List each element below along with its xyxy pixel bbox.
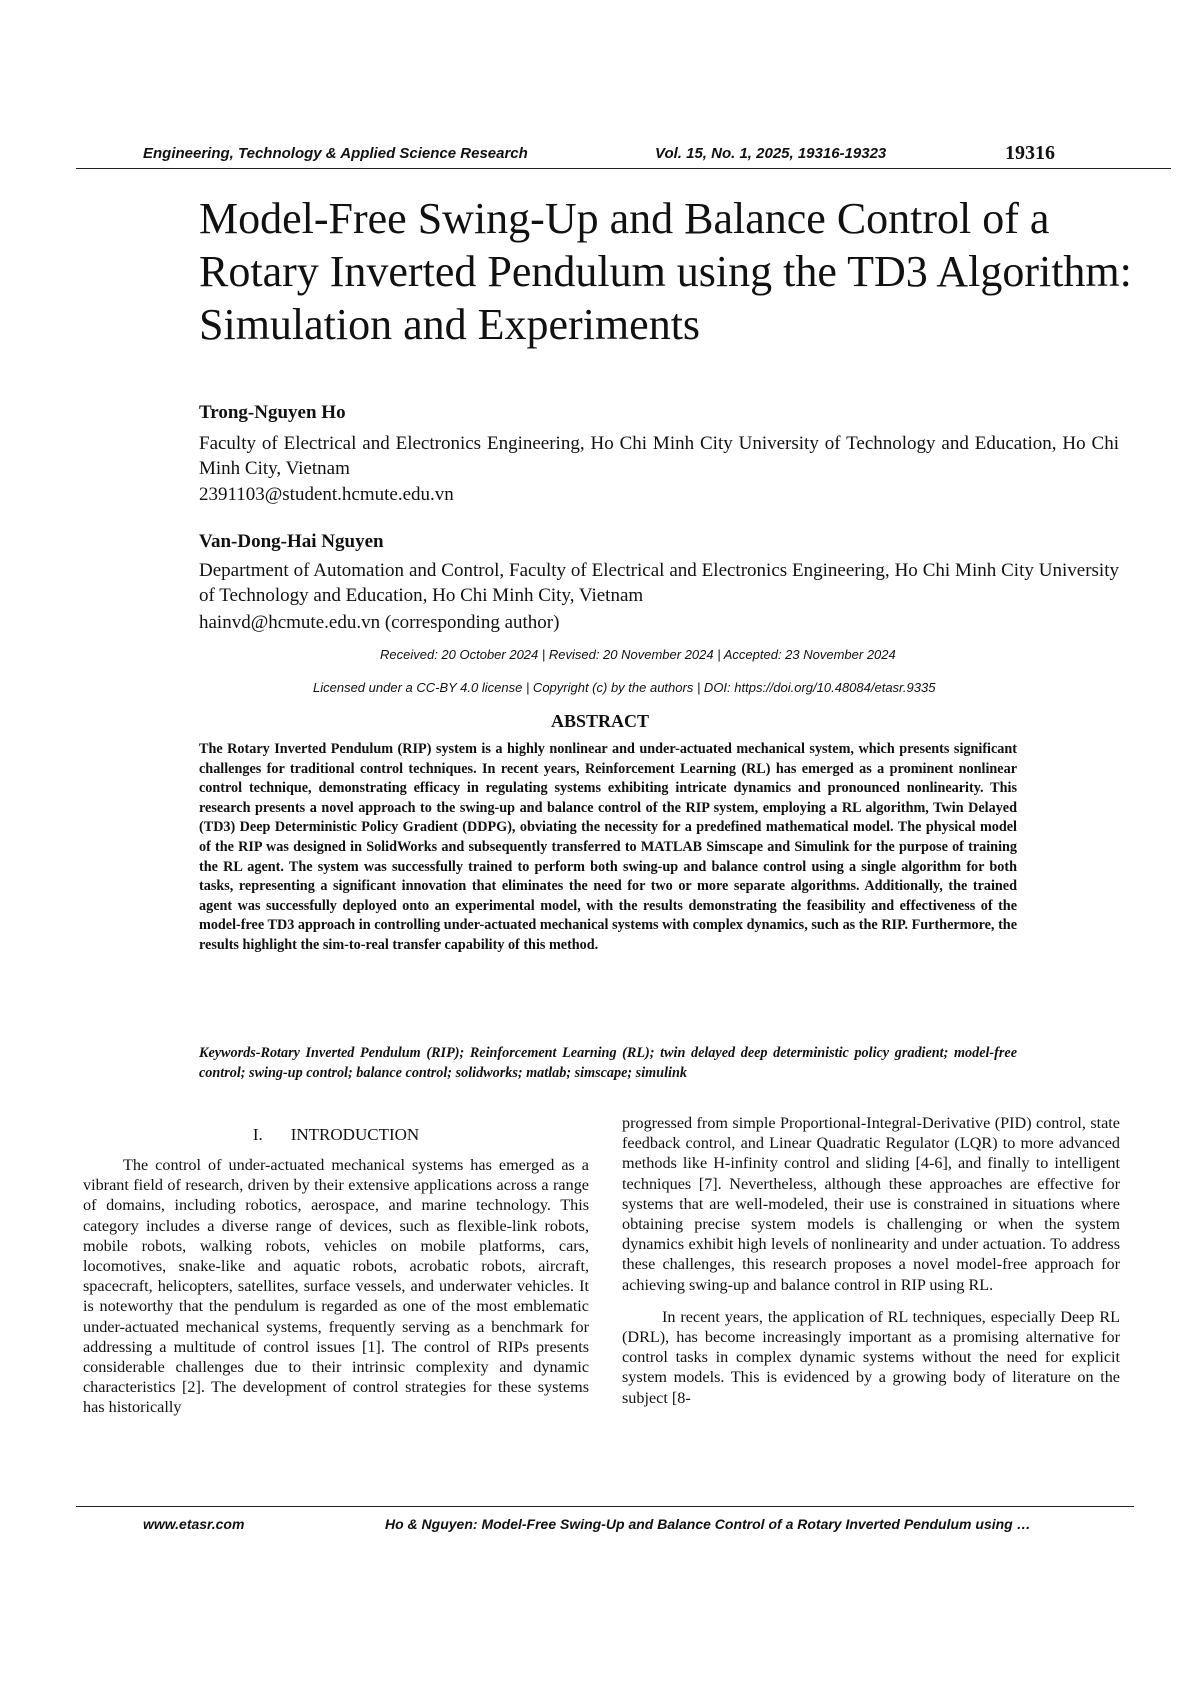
author-affiliation-1: Faculty of Electrical and Electronics Engineering, Ho Chi Minh City University of Technology and Education, Ho Chi Minh City, Vietnam xyxy=(199,433,1119,479)
author-affiliation-2: Department of Automation and Control, Faculty of Electrical and Electronics Engineering, Ho Chi Minh City University of Technology and Education, Ho Chi Minh City, Vietnam xyxy=(199,560,1119,606)
section-heading-introduction xyxy=(83,1125,589,1145)
right-column xyxy=(622,1113,1120,1408)
section-number: I. xyxy=(252,1125,263,1144)
license-line: Licensed under a CC-BY 4.0 license | Copyright (c) by the authors | DOI: https://doi.org/10.48084/etasr.9335 xyxy=(313,680,936,695)
intro-paragraph-continued: progressed from simple Proportional-Integral-Derivative (PID) control, state feedback control, and Linear Quadratic Regulator (LQR) to more advanced methods like H-infinity control and sliding [4-6], and finally to intelligent techniques [7]. Nevertheless, although these approaches are effective for systems that are well-modeled, their use is constrained in situations where obtaining precise system models is challenging or when the system dynamics exhibit high levels of nonlinearity and under actuation. To address these challenges, this research proposes a novel model-free approach for achieving swing-up and balance control in RIP using RL. xyxy=(622,1114,1120,1294)
header-rule xyxy=(76,168,1171,169)
volume-info: Vol. 15, No. 1, 2025, 19316-19323 xyxy=(655,145,887,162)
author-email-2[interactable]: hainvd@hcmute.edu.vn (corresponding author) xyxy=(199,612,560,633)
footer-running-title: Ho & Nguyen: Model-Free Swing-Up and Balance Control of a Rotary Inverted Pendulum using … xyxy=(385,1516,1031,1532)
page-number: 19316 xyxy=(1005,142,1055,164)
author-name-2: Van-Dong-Hai Nguyen xyxy=(199,531,384,552)
keywords: Keywords-Rotary Inverted Pendulum (RIP); Reinforcement Learning (RL); twin delayed deep deterministic policy gradient; model-free control; swing-up control; balance control; solidworks; matlab; simscape; simulink xyxy=(199,1045,1017,1081)
abstract-text: The Rotary Inverted Pendulum (RIP) system is a highly nonlinear and under-actuated mechanical system, which presents significant challenges for traditional control techniques. In recent years, Reinforcement Learning (RL) has emerged as a prominent nonlinear control technique, demonstrating efficacy in regulating systems exhibiting intricate dynamics and pronounced nonlinearity. This research presents a novel approach to the swing-up and balance control of the RIP system, employing a RL algorithm, Twin Delayed (TD3) Deep Deterministic Policy Gradient (DDPG), obviating the necessity for a predefined mathematical model. The physical model of the RIP was designed in SolidWorks and subsequently transferred to MATLAB Simscape and Simulink for the purpose of training the RL agent. The system was successfully trained to perform both swing-up and balance control using a single algorithm for both tasks, representing a significant innovation that eliminates the need for two or more separate algorithms. Additionally, the trained agent was successfully deployed onto an experimental model, with the results demonstrating the feasibility and effectiveness of the model-free TD3 approach in controlling under-actuated mechanical systems with complex dynamics, such as the RIP. Furthermore, the results highlight the sim-to-real transfer capability of this method. xyxy=(199,741,1017,953)
section-title: INTRODUCTION xyxy=(290,1125,420,1144)
footer-rule xyxy=(76,1506,1134,1507)
paper-title: Model-Free Swing-Up and Balance Control of a Rotary Inverted Pendulum using the TD3 Algorithm: Simulation and Experiments xyxy=(199,194,1132,349)
submission-dates: Received: 20 October 2024 | Revised: 20 November 2024 | Accepted: 23 November 2024 xyxy=(380,647,896,662)
journal-name: Engineering, Technology & Applied Science Research xyxy=(143,145,528,162)
intro-paragraph-2: In recent years, the application of RL techniques, especially Deep RL (DRL), has become increasingly important as a promising alternative for control tasks in complex dynamic systems without the need for explicit system models. This is evidenced by a growing body of literature on the subject [8- xyxy=(622,1307,1120,1407)
intro-paragraph-1: The control of under-actuated mechanical systems has emerged as a vibrant field of research, driven by their extensive applications across a range of domains, including robotics, aerospace, and marine technology. This category includes a diverse range of devices, such as flexible-link robots, mobile robots, walking robots, vehicles on mobile platforms, cars, locomotives, snake-like and aquatic robots, acrobatic robots, aircraft, spacecraft, helicopters, satellites, surface vessels, and underwater vehicles. It is noteworthy that the pendulum is regarded as one of the most emblematic under-actuated mechanical systems, frequently serving as a benchmark for addressing a multitude of control issues [1]. The control of RIPs presents considerable challenges due to their intrinsic complexity and dynamic characteristics [2]. The development of control strategies for these systems has historically xyxy=(83,1156,589,1417)
left-column xyxy=(83,1155,589,1418)
abstract-heading: ABSTRACT xyxy=(550,711,650,731)
author-name-1: Trong-Nguyen Ho xyxy=(199,402,346,423)
author-email-1[interactable]: 2391103@student.hcmute.edu.vn xyxy=(199,484,454,505)
footer-url[interactable]: www.etasr.com xyxy=(143,1516,245,1532)
